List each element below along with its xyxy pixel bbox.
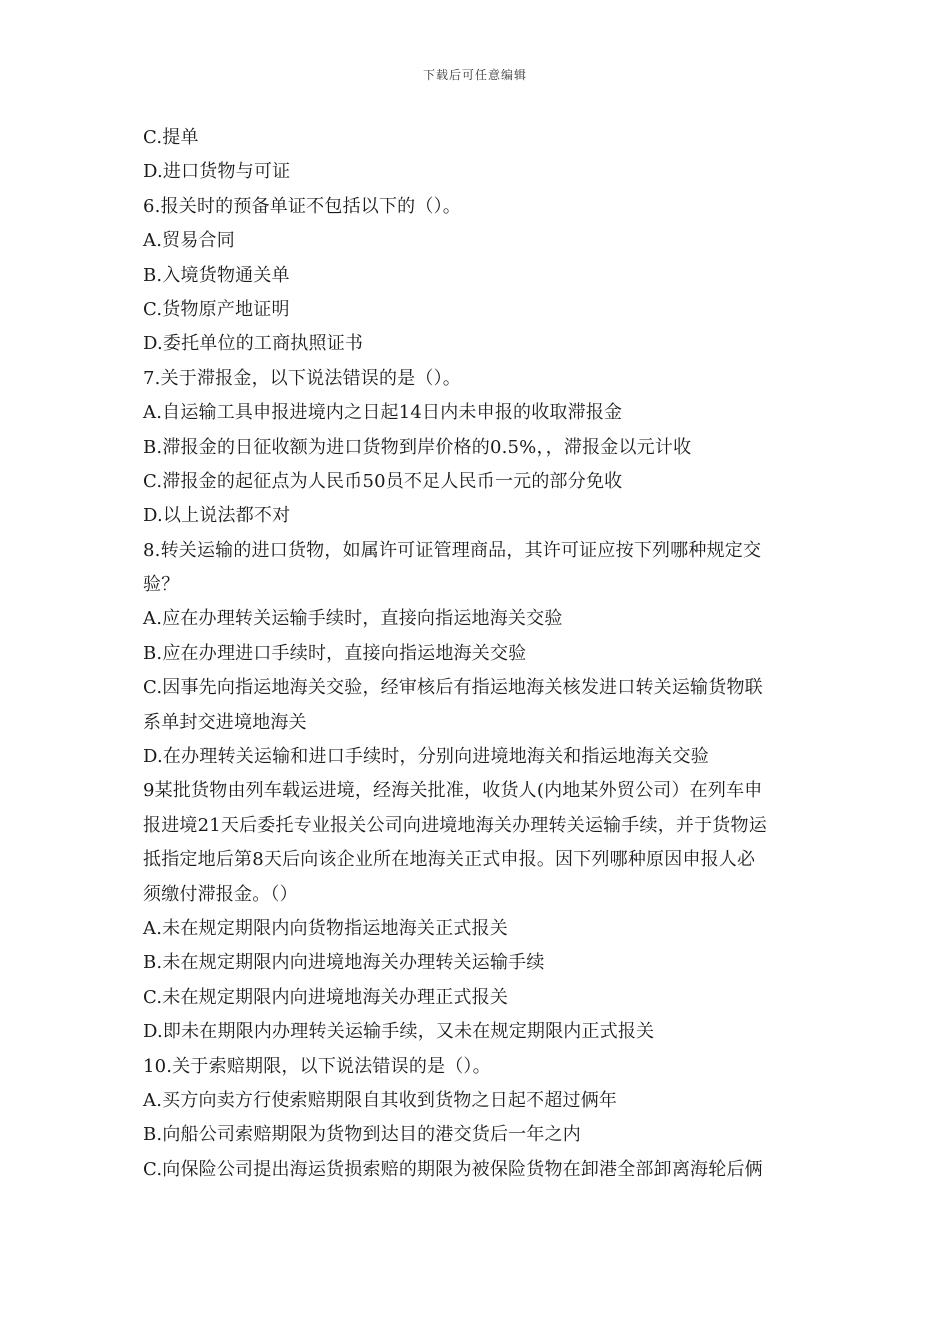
text-line: A.应在办理转关运输手续时，直接向指运地海关交验	[143, 608, 563, 630]
text-line: C.提单	[143, 127, 199, 148]
text-line: 系单封交进境地海关	[143, 711, 307, 733]
text-line: D.以上说法都不对	[143, 505, 291, 527]
question-6: 6.报关时的预备单证不包括以下的（）。	[143, 195, 461, 217]
text-line: A.买方向卖方行使索赔期限自其收到货物之日起不超过俩年	[143, 1089, 618, 1111]
text-line: C.滞报金的起征点为人民币50员不足人民币一元的部分免收	[143, 470, 623, 492]
text-line: A.未在规定期限内向货物指运地海关正式报关	[143, 917, 508, 939]
text-line: 须缴付滞报金。（）	[143, 883, 298, 905]
text-line: 抵指定地后第8天后向该企业所在地海关正式申报。因下列哪种原因申报人必	[143, 849, 756, 871]
question-7: 7.关于滞报金，以下说法错误的是（）。	[143, 367, 461, 389]
page-header: 下载后可任意编辑	[422, 68, 527, 82]
text-line: D.进口货物与可证	[143, 161, 291, 183]
text-line: A.自运输工具申报进境内之日起14日内未申报的收取滞报金	[143, 402, 623, 424]
text-line: B.未在规定期限内向进境地海关办理转关运输手续	[143, 952, 545, 974]
question-9: 9某批货物由列车载运进境，经海关批准，收货人(内地某外贸公司）在列车申	[143, 780, 763, 802]
text-line: B.入境货物通关单	[143, 264, 290, 286]
question-8: 8.转关运输的进口货物，如属许可证管理商品，其许可证应按下列哪种规定交	[143, 539, 762, 561]
text-line: C.向保险公司提出海运货损索赔的期限为被保险货物在卸港全部卸离海轮后俩	[143, 1158, 763, 1180]
text-line: C.未在规定期限内向进境地海关办理正式报关	[143, 986, 509, 1008]
text-line: B.应在办理进口手续时，直接向指运地海关交验	[143, 642, 527, 664]
text-line: 报进境21天后委托专业报关公司向进境地海关办理转关运输手续，并于货物运	[143, 814, 767, 836]
text-line: C.货物原产地证明	[143, 298, 290, 320]
text-line: D.在办理转关运输和进口手续时，分别向进境地海关和指运地海关交验	[143, 746, 709, 768]
text-line: B.滞报金的日征收额为进口货物到岸价格的0.5%，，滞报金以元计收	[143, 436, 692, 458]
text-line: 验？	[143, 574, 180, 596]
text-line: A.贸易合同	[143, 230, 235, 252]
text-line: D.即未在期限内办理转关运输手续，又未在规定期限内正式报关	[143, 1021, 655, 1043]
document-body	[143, 121, 813, 1187]
text-line: D.委托单位的工商执照证书	[143, 333, 364, 355]
text-line: B.向船公司索赔期限为货物到达目的港交货后一年之内	[143, 1124, 581, 1146]
question-10: 10.关于索赔期限，以下说法错误的是（）。	[143, 1055, 491, 1077]
text-line: C.因事先向指运地海关交验，经审核后有指运地海关核发进口转关运输货物联	[143, 677, 763, 699]
